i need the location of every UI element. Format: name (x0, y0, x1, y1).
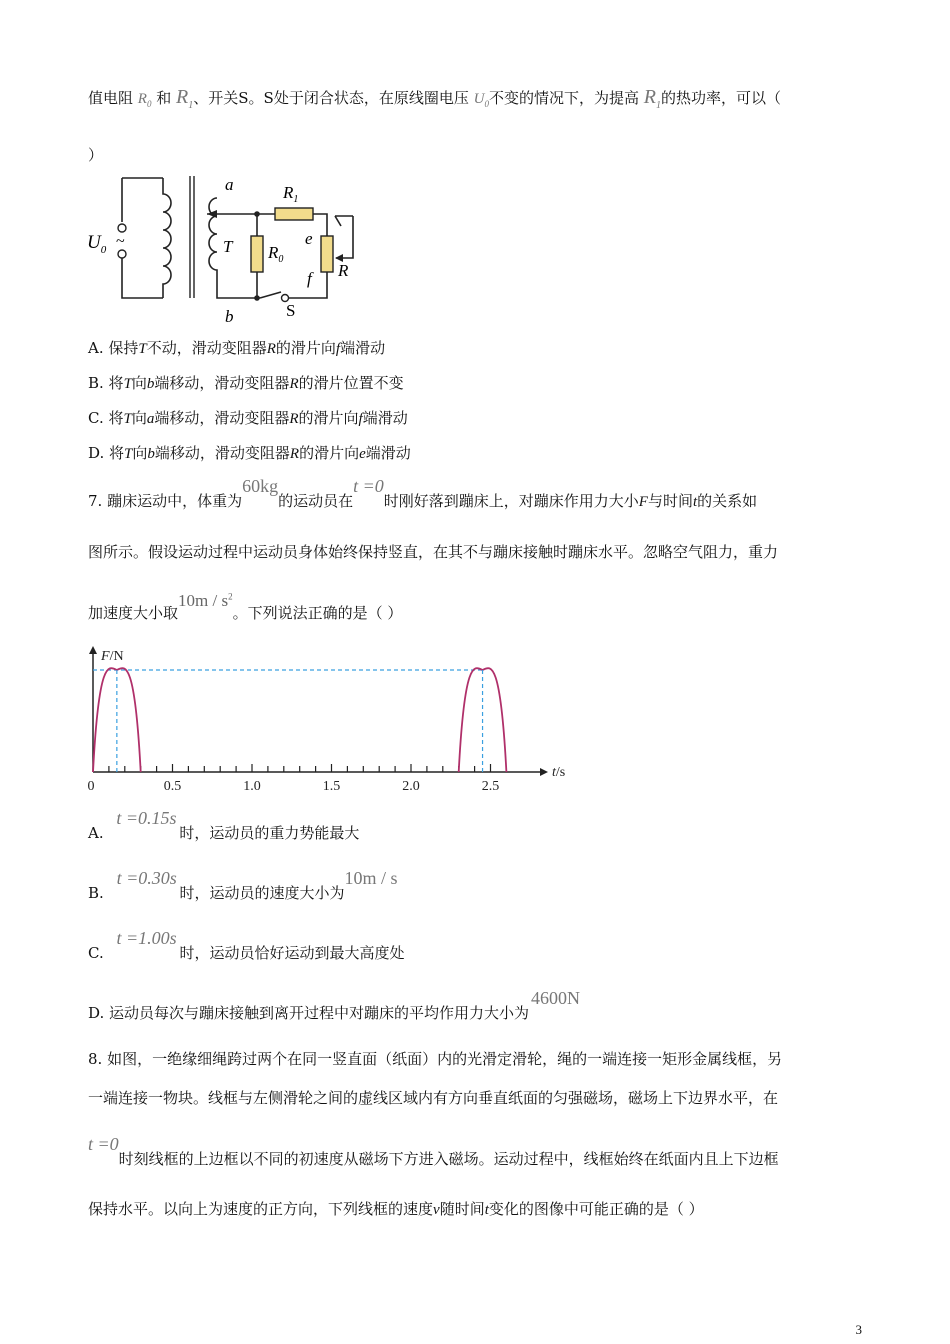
transformer-circuit-diagram (85, 170, 375, 330)
q7-option-a[interactable]: A. t =0.15s 时，运动员的重力势能最大 (88, 808, 360, 842)
label-R: R (338, 261, 349, 280)
q8-stem-line4: 保持水平。以向上为速度的正方向，下列线框的速度v随时间t变化的图像中可能正确的是（ ） (88, 1200, 704, 1218)
label-e: e (305, 229, 313, 248)
r0-symbol: $R_0$ (137, 91, 152, 109)
x-tick-label: 2.0 (402, 779, 420, 794)
label-R1: $R_1$ (283, 183, 299, 205)
x-tick-label: 2.5 (481, 779, 500, 794)
x-tick-label: 1.0 (243, 779, 261, 794)
q6-option-a[interactable]: A. 保持T不动，滑动变阻器R的滑片向f端滑动 (88, 339, 386, 357)
label-T: T (223, 237, 233, 256)
x-tick-label: 1.5 (322, 779, 341, 794)
q7-option-d[interactable]: D. 运动员每次与蹦床接触到离开过程中对蹦床的平均作用力大小为4600N (88, 988, 581, 1022)
q7-stem-line1: 7. 蹦床运动中，体重为60kg的运动员在t =0时刚好落到蹦床上，对蹦床作用力大小F与时间t的关系如 (88, 476, 758, 510)
label-U0: $U_0$ (87, 232, 107, 256)
y-axis-arrow (89, 646, 97, 654)
x-tick-label: 0.5 (163, 779, 182, 794)
q6-stem-line1: 值电阻 $R_0$ 和 $R_1$、开关S。S处于闭合状态，在原线圈电压 $U_0$不变的情况下，为提高 $R_1$的热功率，可以（ (88, 86, 781, 111)
q7-stem-line2: 图所示。假设运动过程中运动员身体始终保持竖直，在其不与蹦床接触时蹦床水平。忽略空气阻力，重力 (88, 543, 779, 561)
label-b: b (225, 307, 234, 326)
q8-stem-line3: t =0时刻线框的上边框以不同的初速度从磁场下方进入磁场。运动过程中，线框始终在纸面内且上下边框 (88, 1134, 779, 1168)
label-S: S (286, 301, 296, 320)
origin-label: 0 (87, 779, 95, 794)
y-axis-label: F/N (101, 649, 124, 664)
label-f: f (307, 269, 312, 288)
q6-stem-line2: ） (88, 146, 104, 164)
ac-tilde: ~ (116, 233, 125, 250)
q6-option-d[interactable]: D. 将T向b端移动，滑动变阻器R的滑片向e端滑动 (88, 444, 411, 462)
label-R0: $R_0$ (268, 243, 284, 265)
q8-stem-line1: 8. 如图，一绝缘细绳跨过两个在同一竖直面（纸面）内的光滑定滑轮，绳的一端连接一矩形金属线框，另 (88, 1050, 783, 1068)
q7-option-c[interactable]: C. t =1.00s 时，运动员恰好运动到最大高度处 (88, 928, 405, 962)
x-axis-label: t/s (552, 765, 566, 780)
label-a: a (225, 175, 234, 194)
x-axis-arrow (540, 768, 548, 776)
u0-symbol: $U_0$ (473, 91, 489, 109)
r1-symbol-2: $R_1$ (643, 86, 661, 111)
q7-stem-line3: 加速度大小取$10m / s^2$。下列说法正确的是（ ） (88, 591, 403, 622)
r1-symbol: $R_1$ (176, 86, 194, 111)
force-time-chart (80, 640, 570, 800)
q6-option-b[interactable]: B. 将T向b端移动，滑动变阻器R的滑片位置不变 (88, 374, 404, 392)
page-number: 3 (855, 1322, 862, 1337)
q8-stem-line2: 一端连接一物块。线框与左侧滑轮之间的虚线区域内有方向垂直纸面的匀强磁场，磁场上下边界水平，在 (88, 1089, 779, 1107)
q6-option-c[interactable]: C. 将T向a端移动，滑动变阻器R的滑片向f端滑动 (88, 409, 408, 427)
q7-option-b[interactable]: B. t =0.30s 时，运动员的速度大小为10m / s (88, 868, 398, 902)
